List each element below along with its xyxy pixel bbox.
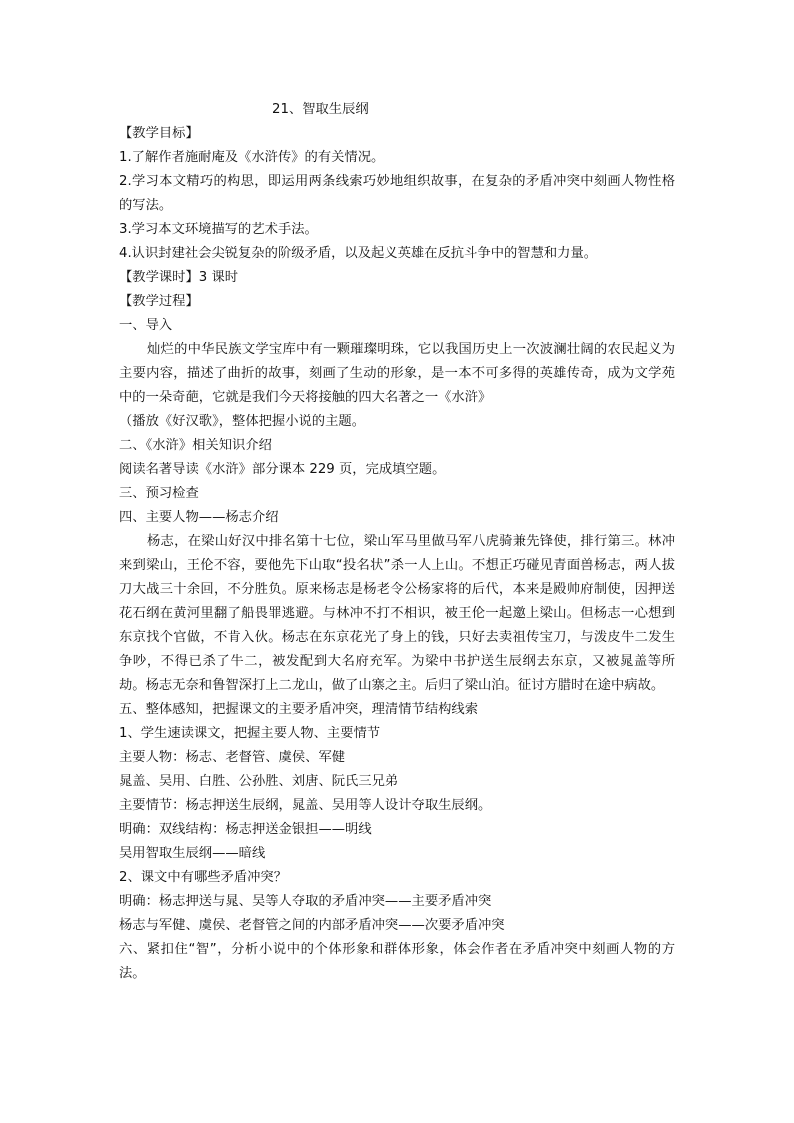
- main-characters-1: 主要人物：杨志、老督管、虞侯、军健: [119, 750, 346, 765]
- section-4-heading: 四、主要人物——杨志介绍: [119, 510, 279, 525]
- section-5-item-2: 2、课文中有哪些矛盾冲突？: [119, 870, 288, 885]
- goal-item-2: 2.学习本文精巧的构思，即运用两条线索巧妙地组织故事，在复杂的矛盾冲突中刻画人物性格的写法。: [119, 174, 675, 213]
- yangzhi-paragraph: 杨志，在梁山好汉中排名第十七位，梁山军马里做马军八虎骑兼先锋使，排行第三。林冲来到梁山，王伦不容，要他先下山取“投名状”杀一人上山。不想正巧碰见青面兽杨志，两人拔刀大战三十余回，不分胜负。原来杨志是杨老令公杨家将的后代，本来是殿帅府制使，因押送花石纲在黄河里翻了船畏罪逃避。与林冲不打不相识，被王伦一起邀上梁山。但杨志一心想到东京找个官做，不肯入伙。杨志在东京花光了身上的钱，只好去卖祖传宝刀，与泼皮牛二发生争吵，不得已杀了牛二，被发配到大名府充军。为梁中书护送生辰纲去东京，又被晁盖等所劫。杨志无奈和鲁智深打上二龙山，做了山寨之主。后归了梁山泊。征讨方腊时在途中病故。: [119, 534, 675, 693]
- main-plot: 主要情节：杨志押送生辰纲，晁盖、吴用等人设计夺取生辰纲。: [119, 798, 492, 813]
- conflict-line-1: 明确：杨志押送与晁、吴等人夺取的矛盾冲突——主要矛盾冲突: [119, 894, 492, 909]
- goal-item-1: 1.了解作者施耐庵及《水浒传》的有关情况。: [119, 150, 385, 165]
- goals-heading: 【教学目标】: [119, 126, 199, 141]
- section-5-heading: 五、整体感知，把握课文的主要矛盾冲突，理清情节结构线索: [119, 702, 479, 717]
- clue-line-1: 明确：双线结构：杨志押送金银担——明线: [119, 822, 372, 837]
- clue-line-2: 吴用智取生辰纲——暗线: [119, 846, 266, 861]
- section-5-item-1: 1、学生速读课文，把握主要人物、主要情节: [119, 726, 381, 741]
- teaching-hours: 【教学课时】3 课时: [119, 270, 239, 285]
- intro-paragraph: 灿烂的中华民族文学宝库中有一颗璀璨明珠，它以我国历史上一次波澜壮阔的农民起义为主要内容，描述了曲折的故事，刻画了生动的形象，是一本不可多得的英雄传奇，成为文学苑中的一朵奇葩，它就是我们今天将接触的四大名著之一《水浒》: [119, 342, 675, 405]
- document-title: 21、智取生辰纲: [272, 102, 369, 117]
- section-2-text: 阅读名著导读《水浒》部分课本 229 页，完成填空题。: [119, 462, 446, 477]
- document-body: [119, 98, 675, 986]
- process-heading: 【教学过程】: [119, 294, 199, 309]
- section-3-heading: 三、预习检查: [119, 486, 199, 501]
- section-1-heading: 一、导入: [119, 318, 173, 333]
- intro-note: （播放《好汉歌》，整体把握小说的主题。: [119, 414, 365, 429]
- section-2-heading: 二、《水浒》相关知识介绍: [119, 438, 272, 453]
- goal-item-3: 3.学习本文环境描写的艺术手法。: [119, 222, 318, 237]
- conflict-line-2: 杨志与军健、虞侯、老督管之间的内部矛盾冲突——次要矛盾冲突: [119, 918, 505, 933]
- section-6-heading: 六、紧扣住“智”，分析小说中的个体形象和群体形象，体会作者在矛盾冲突中刻画人物的方法。: [119, 942, 675, 981]
- goal-item-4: 4.认识封建社会尖锐复杂的阶级矛盾，以及起义英雄在反抗斗争中的智慧和力量。: [119, 246, 598, 261]
- main-characters-2: 晁盖、吴用、白胜、公孙胜、刘唐、阮氏三兄弟: [119, 774, 399, 789]
